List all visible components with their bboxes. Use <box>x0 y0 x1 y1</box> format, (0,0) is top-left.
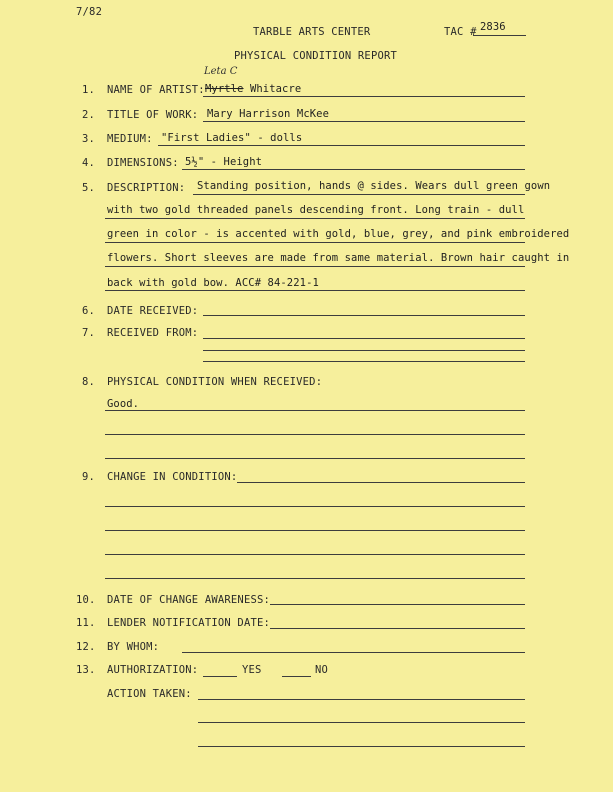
field-num-2: 2. <box>82 109 96 121</box>
change-line-5 <box>105 578 525 579</box>
action-taken-label: ACTION TAKEN: <box>107 688 192 700</box>
artist-last-name: Whitacre <box>249 83 302 95</box>
org-name: TARBLE ARTS CENTER <box>253 26 371 38</box>
action-line-2 <box>198 722 525 723</box>
field-num-1: 1. <box>82 84 96 96</box>
field-num-6: 6. <box>82 305 96 317</box>
condition-line-1 <box>105 410 525 411</box>
auth-no-label: NO <box>315 664 329 676</box>
medium-value: "First Ladies" - dolls <box>161 132 303 144</box>
handwritten-artist-correction: Leta C <box>204 66 238 77</box>
field-label-title: TITLE OF WORK: <box>107 109 199 121</box>
received-from-line-3 <box>203 361 525 362</box>
received-from-line-2 <box>203 350 525 351</box>
description-line-2: with two gold threaded panels descending front. Long train - dull <box>107 204 525 216</box>
condition-received-value: Good. <box>107 398 140 410</box>
title-of-work-value: Mary Harrison McKee <box>207 108 330 120</box>
description-rule-5 <box>105 290 525 291</box>
field-num-10: 10. <box>76 594 96 606</box>
description-rule-1 <box>193 194 525 195</box>
field-num-8: 8. <box>82 376 96 388</box>
by-whom-line <box>182 652 525 653</box>
tac-number-line <box>473 35 526 36</box>
description-line-5: back with gold bow. ACC# 84-221-1 <box>107 277 319 289</box>
field-label-lender-notification: LENDER NOTIFICATION DATE: <box>107 617 271 629</box>
action-line-3 <box>198 746 525 747</box>
change-line-1 <box>237 482 525 483</box>
field-label-change-in-condition: CHANGE IN CONDITION: <box>107 471 238 483</box>
description-rule-4 <box>105 266 525 267</box>
change-line-4 <box>105 554 525 555</box>
field-num-3: 3. <box>82 133 96 145</box>
description-rule-2 <box>105 218 525 219</box>
tac-number: 2836 <box>480 21 506 33</box>
medium-line <box>158 145 525 146</box>
field-num-9: 9. <box>82 471 96 483</box>
received-from-line-1 <box>203 338 525 339</box>
auth-yes-label: YES <box>242 664 262 676</box>
description-line-1: Standing position, hands @ sides. Wears dull green gown <box>197 180 551 192</box>
date-received-line <box>203 315 525 316</box>
field-label-date-received: DATE RECEIVED: <box>107 305 199 317</box>
change-line-3 <box>105 530 525 531</box>
change-awareness-line <box>270 604 525 605</box>
field-num-5: 5. <box>82 182 96 194</box>
field-label-condition-received: PHYSICAL CONDITION WHEN RECEIVED: <box>107 376 323 388</box>
field-num-12: 12. <box>76 641 96 653</box>
field-num-13: 13. <box>76 664 96 676</box>
condition-line-3 <box>105 458 525 459</box>
title-line <box>203 121 525 122</box>
field-label-description: DESCRIPTION: <box>107 182 186 194</box>
condition-line-2 <box>105 434 525 435</box>
field-label-authorization: AUTHORIZATION: <box>107 664 199 676</box>
field-label-dimensions: DIMENSIONS: <box>107 157 179 169</box>
field-label-artist: NAME OF ARTIST: <box>107 84 205 96</box>
lender-notification-line <box>270 628 525 629</box>
form-title: PHYSICAL CONDITION REPORT <box>234 50 398 62</box>
description-rule-3 <box>105 242 525 243</box>
artist-line <box>203 96 525 97</box>
field-label-received-from: RECEIVED FROM: <box>107 327 199 339</box>
date-code: 7/82 <box>76 6 103 18</box>
field-num-11: 11. <box>76 617 96 629</box>
dimensions-value: 5½" - Height <box>185 156 263 168</box>
tac-label: TAC # <box>444 26 477 38</box>
description-line-3: green in color - is accented with gold, blue, grey, and pink embroidered <box>107 228 570 240</box>
field-num-4: 4. <box>82 157 96 169</box>
field-label-change-awareness: DATE OF CHANGE AWARENESS: <box>107 594 271 606</box>
action-line-1 <box>198 699 525 700</box>
change-line-2 <box>105 506 525 507</box>
struck-first-name: Myrtle <box>205 83 244 95</box>
field-label-by-whom: BY WHOM: <box>107 641 160 653</box>
dimensions-line <box>182 169 525 170</box>
auth-yes-blank <box>203 676 237 677</box>
auth-no-blank <box>282 676 311 677</box>
artist-value <box>205 83 301 95</box>
field-label-medium: MEDIUM: <box>107 133 153 145</box>
field-num-7: 7. <box>82 327 96 339</box>
description-line-4: flowers. Short sleeves are made from same material. Brown hair caught in <box>107 252 570 264</box>
